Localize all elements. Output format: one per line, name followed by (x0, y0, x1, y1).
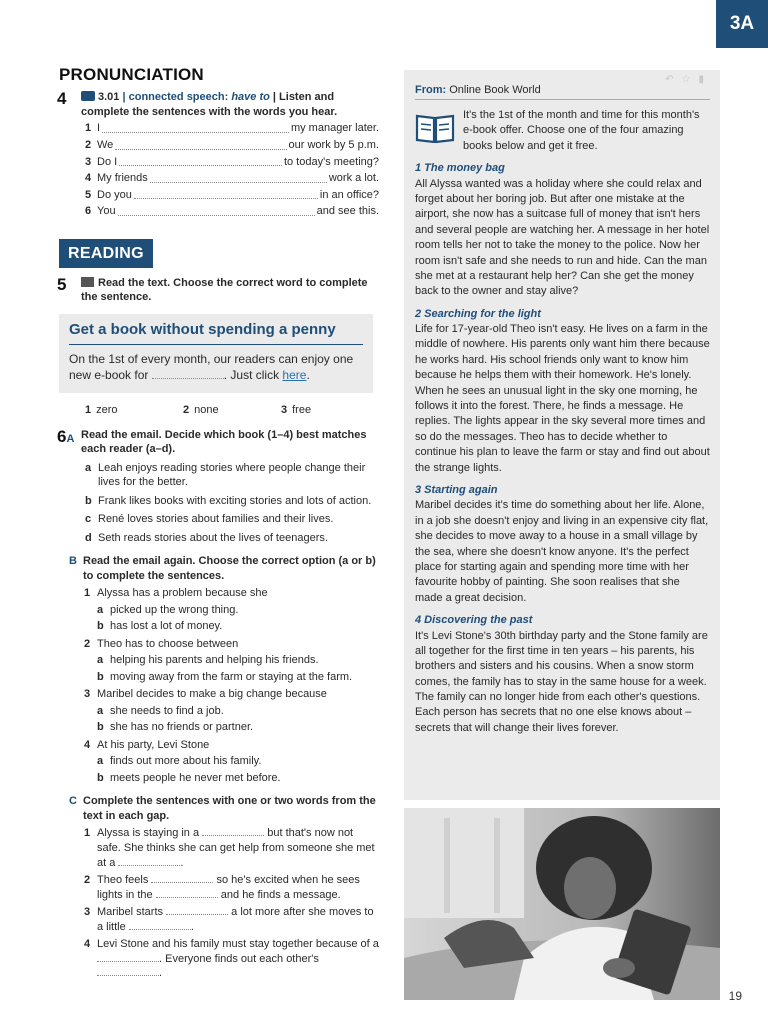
list-item (85, 512, 379, 527)
fill-item (85, 188, 379, 203)
question-row (84, 687, 379, 702)
promo-text-b: . Just click (223, 368, 280, 383)
ex6c-head (57, 794, 379, 823)
item-start: You (97, 205, 116, 218)
option-text: meets people he never met before. (110, 771, 281, 784)
pronunciation-heading: PRONUNCIATION (59, 65, 204, 84)
question (84, 586, 379, 634)
item-text (97, 937, 379, 981)
fill-item (85, 138, 379, 153)
option-number: 2 (183, 404, 190, 417)
item-end: and see this. (316, 205, 379, 218)
item-text: Seth reads stories about the lives of teenagers. (98, 531, 328, 544)
option-text: has lost a lot of money. (110, 620, 223, 633)
fill-item (85, 155, 379, 170)
answer-gap[interactable] (166, 914, 228, 915)
item-text (97, 873, 379, 902)
exercise-number: 4 (57, 89, 67, 109)
book-text: Life for 17-year-old Theo isn't easy. He lives on a farm in the middle of nowhere. His parents only want him there because he works hard. His school friends only want to know him because he helps them with their homework. He's lonely. When he sees an unusual light in the sky one morning, he follows it into the forest. There, he finds a message. He replies. The lights appear in the sky several more times and so do the messages. Theo has to decide whether to continue his plan to leave the farm or stay and find out about the strange lights. (415, 323, 710, 474)
answer-gap[interactable] (129, 929, 191, 930)
text-part: . (159, 967, 163, 980)
text-part: but that's now not safe. She thinks she can get help from someone she met at a (97, 827, 375, 869)
list-item (85, 461, 379, 490)
text-part: a lot more after she moves to a little (97, 906, 374, 933)
text-part: . (180, 856, 184, 869)
option-b[interactable] (97, 670, 379, 685)
option[interactable] (281, 403, 379, 418)
answer-gap[interactable] (150, 171, 327, 183)
fill-item (85, 204, 379, 219)
unit-tab-label: 3A (729, 13, 755, 34)
part-label: C (69, 795, 77, 808)
option-number: 1 (85, 404, 92, 417)
book-title: 3 Starting again (415, 483, 498, 496)
option-a[interactable] (97, 603, 379, 618)
item-end: work a lot. (328, 172, 379, 185)
exercise-4-instruction: 3.01 | connected speech: have to | Listen and complete the sentences with the words you hear. (81, 91, 338, 118)
question-text: Maribel decides to make a big change because (97, 688, 327, 701)
text-part: and he finds a message. (220, 888, 341, 901)
fill-item (85, 121, 379, 136)
option-letter: a (97, 603, 104, 616)
ex6c-items (84, 826, 379, 980)
option-b[interactable] (97, 619, 379, 634)
open-book-icon (415, 110, 455, 143)
item-end: our work by 5 p.m. (288, 138, 379, 151)
trash-icon[interactable]: ▮ (698, 74, 712, 85)
item-letter: c (85, 513, 92, 526)
answer-gap[interactable] (151, 882, 213, 883)
option-text: free (292, 404, 312, 417)
page-number: 19 (728, 989, 742, 1003)
exercise-5-instruction (81, 276, 379, 305)
item-number: 1 (85, 122, 92, 135)
option-letter: a (97, 704, 104, 717)
book-text: Maribel decides it's time do something about her life. Alone, in a job she doesn't enjoy and living in an expensive city flat, she decides to move away to a house in a small village by the sea, where she doesn't know anyone. It's the perfect place for starting again and spending more time with her favourite hobby of painting. She soon realises that she made a great decision. (415, 499, 709, 604)
photo-illustration (404, 808, 720, 1000)
option-a[interactable] (97, 704, 379, 719)
option-text: zero (96, 404, 118, 417)
here-link[interactable]: here (282, 368, 307, 383)
option[interactable] (85, 403, 183, 418)
exercise-number (57, 428, 81, 445)
item-end: in an office? (319, 188, 379, 201)
list-item (85, 494, 379, 509)
option-text: she has no friends or partner. (110, 721, 254, 734)
item-text: Leah enjoys reading stories where people change their lives for the better. (98, 461, 366, 489)
answer-gap[interactable] (134, 188, 318, 200)
book-title: 1 The money bag (415, 162, 505, 175)
promo-title: Get a book without spending a penny (69, 320, 363, 345)
option-text: moving away from the farm or staying at the farm. (110, 670, 353, 683)
question-number: 2 (84, 637, 91, 650)
question-text: At his party, Levi Stone (97, 738, 210, 751)
option-text: picked up the wrong thing. (110, 603, 239, 616)
item-number: 6 (85, 205, 92, 218)
answer-gap[interactable] (202, 835, 264, 836)
text-part: Maribel starts (97, 906, 164, 919)
answer-gap[interactable] (118, 204, 315, 216)
option-letter: b (97, 721, 104, 734)
question (84, 687, 379, 735)
exercise-4 (57, 90, 379, 119)
answer-gap[interactable] (97, 975, 159, 976)
option-letter: a (97, 755, 104, 768)
book-4 (415, 613, 710, 736)
intro-text: It's the 1st of the month and time for this month's e-book offer. Choose one of the four amazing books below and get it free. (463, 109, 700, 152)
option-text: none (194, 404, 219, 417)
exercise-6a (57, 428, 379, 457)
text-part: . (190, 920, 194, 933)
item-letter: d (85, 531, 92, 544)
item-letter: a (85, 461, 92, 474)
item-number: 4 (85, 172, 92, 185)
option-text: she needs to find a job. (110, 704, 224, 717)
reader-photo (404, 808, 720, 1000)
part-label: B (69, 555, 77, 568)
answer-gap[interactable] (156, 897, 218, 898)
answer-gap[interactable] (102, 121, 289, 133)
worksheet-icon (81, 277, 94, 287)
instr-c: | Listen and complete the sentences with the words you hear. (81, 91, 338, 118)
email-toolbar (665, 74, 712, 85)
question-row (84, 637, 379, 652)
text-part: Alyssa is staying in a (97, 827, 200, 840)
book-1 (415, 161, 710, 300)
reading-heading: READING (59, 239, 153, 268)
gap-item (84, 873, 379, 902)
item-text: René loves stories about families and their lives. (98, 513, 334, 526)
item-number: 1 (84, 827, 91, 840)
text-part: Levi Stone and his family must stay together because of a (97, 938, 379, 951)
part-label: A (66, 432, 75, 445)
from-label: From: (415, 84, 447, 96)
promo-text-a: On the 1st of every month, our readers can enjoy one new e-book for (69, 351, 354, 383)
option-letter: b (97, 620, 104, 633)
email-panel (404, 70, 720, 800)
question-text: Alyssa has a problem because she (97, 587, 268, 600)
option-a[interactable] (97, 653, 379, 668)
book-title: 2 Searching for the light (415, 307, 541, 320)
book-2 (415, 307, 710, 476)
answer-gap[interactable] (152, 378, 224, 379)
question (84, 738, 379, 786)
item-number: 2 (85, 138, 92, 151)
instr-a: connected speech: (128, 91, 229, 104)
star-icon[interactable]: ☆ (681, 74, 699, 85)
option-letter: b (97, 670, 104, 683)
ex6b-questions (84, 586, 379, 785)
gap-item (84, 826, 379, 870)
option-letter: b (97, 771, 104, 784)
email-intro (415, 108, 710, 154)
item-end: my manager later. (290, 122, 379, 135)
ex6-number: 6 (57, 426, 67, 446)
ex6b-instruction: Read the email again. Choose the correct option (a or b) to complete the sentences. (83, 555, 376, 582)
item-number: 5 (85, 188, 92, 201)
from-value: Online Book World (449, 84, 541, 96)
ex6c-instruction: Complete the sentences with one or two words from the text in each gap. (83, 795, 376, 822)
gap-item (84, 937, 379, 981)
question (84, 637, 379, 685)
list-item (85, 531, 379, 546)
item-letter: b (85, 494, 92, 507)
text-part: . Everyone finds out each other's (159, 952, 319, 965)
option-b[interactable] (97, 771, 379, 786)
item-text (97, 905, 379, 934)
item-text: Frank likes books with exciting stories and lots of action. (98, 494, 372, 507)
reply-icon[interactable]: ↶ (665, 74, 682, 85)
exercise-number: 5 (57, 274, 67, 294)
item-number: 3 (85, 155, 92, 168)
text-part: so he's excited when he sees lights in the (97, 874, 360, 901)
ex6a-items (85, 461, 379, 546)
option[interactable] (183, 403, 281, 418)
option-letter: a (97, 654, 104, 667)
option-b[interactable] (97, 720, 379, 735)
book-text: All Alyssa wanted was a holiday where she could relax and forget about her boring job. But after one mistake at the airport, she now has a suitcase full of money that isn't hers and several people are watching her. A message in her hotel room tells her not to take the money to the police. Now her room isn't safe and she needs to run and hide. Can the man she met at a restaurant help her? Can she get the money back to the owner and stay alive? (415, 177, 710, 298)
option-a[interactable] (97, 754, 379, 769)
instruction-text: Read the text. Choose the correct word to complete the sentence. (81, 276, 368, 304)
question-number: 4 (84, 738, 91, 751)
item-number: 3 (84, 906, 91, 919)
book-text: It's Levi Stone's 30th birthday party and the Stone family are all together for the first time in ten years – his parents, his brothers and sisters and his cousins. When a snow storm comes, the family has to stay in the same house for a week. The family can no longer hide from each other's questions. Each person has secrets that no one else knows about – secrets that will change their lives forever. (415, 629, 708, 734)
item-start: My friends (97, 172, 148, 185)
answer-gap[interactable] (97, 961, 159, 962)
question-row (84, 738, 379, 753)
promo-box (59, 314, 373, 393)
book-title: 4 Discovering the past (415, 614, 533, 627)
question-number: 3 (84, 688, 91, 701)
item-end: to today's meeting? (283, 155, 379, 168)
ex4-items (57, 121, 379, 218)
item-number: 4 (84, 938, 91, 951)
item-start: Do you (97, 188, 132, 201)
answer-gap[interactable] (115, 138, 286, 150)
email-from (415, 84, 710, 100)
question-row (84, 586, 379, 601)
unit-tab (716, 0, 768, 48)
option-text: helping his parents and helping his friends. (110, 654, 319, 667)
question-text: Theo has to choose between (97, 637, 239, 650)
promo-text: On the 1st of every month, our readers can enjoy one new e-book for . Just click here. (69, 351, 354, 383)
answer-gap[interactable] (119, 155, 282, 167)
question-number: 1 (84, 587, 91, 600)
option-text: finds out more about his family. (110, 755, 262, 768)
audio-ref: 3.01 (98, 91, 120, 104)
gap-item (84, 905, 379, 934)
ex5-options (85, 403, 379, 418)
speaker-icon[interactable] (81, 91, 95, 101)
option-number: 3 (281, 404, 288, 417)
text-part: Theo feels (97, 874, 149, 887)
answer-gap[interactable] (118, 865, 180, 866)
item-text (97, 826, 379, 870)
fill-item (85, 171, 379, 186)
ex6a-instruction: Read the email. Decide which book (1–4) best matches each reader (a–d). (81, 428, 367, 456)
item-start: I (97, 122, 101, 135)
book-3 (415, 483, 710, 606)
item-start: We (97, 138, 114, 151)
left-column (57, 64, 379, 981)
item-number: 2 (84, 874, 91, 887)
ex6b-head (57, 554, 379, 583)
instr-b: have to (231, 91, 270, 104)
exercise-5 (57, 276, 379, 305)
item-start: Do I (97, 155, 118, 168)
